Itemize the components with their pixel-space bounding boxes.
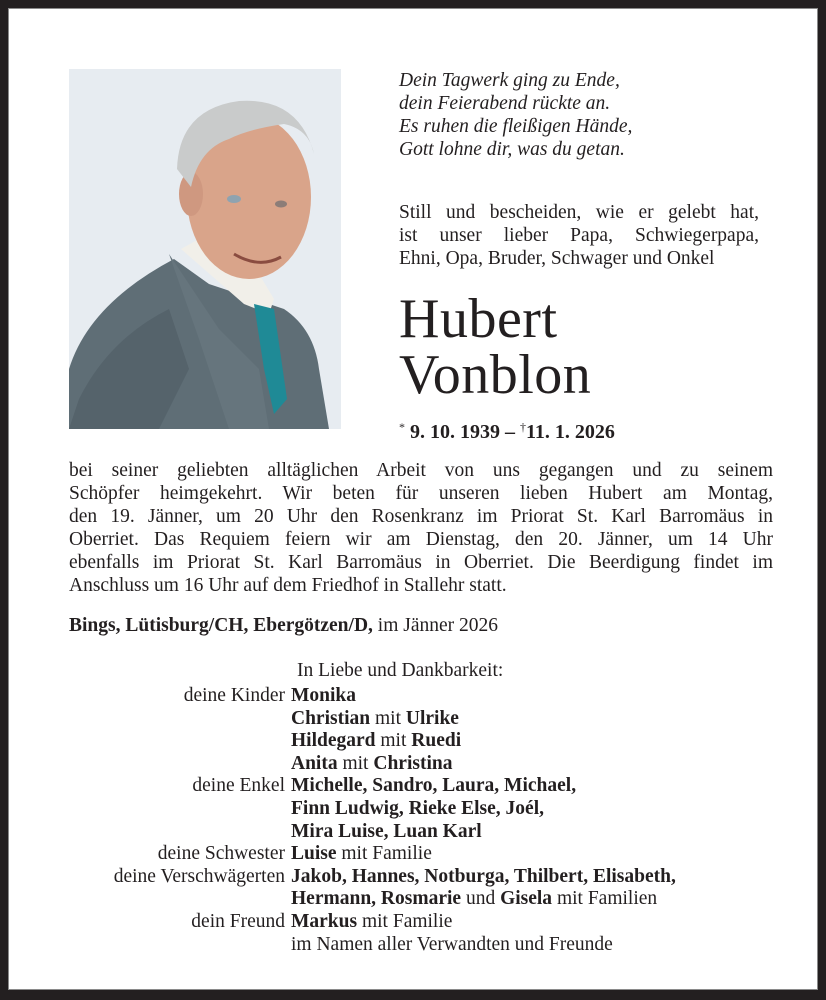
intro-text (399, 201, 759, 270)
poem (399, 69, 779, 161)
mourner-row (69, 685, 789, 708)
relation-label (69, 708, 291, 731)
mourner-name: Ulrike (405, 707, 459, 729)
thanks-heading: In Liebe und Dankbarkeit: (297, 660, 504, 681)
mourner-names (291, 843, 789, 866)
connector-text: mit Familie (336, 843, 432, 865)
body-line: den 19. Jänner, um 20 Uhr den Rosenkranz im Priorat St. Karl Barromäus in (69, 506, 773, 527)
mourner-row (69, 798, 789, 821)
mourner-name: Ruedi (411, 730, 462, 752)
birth-date: 9. 10. 1939 (410, 421, 500, 443)
body-line: ebenfalls im Priorat St. Karl Barromäus in Oberriet. Die Beerdigung findet im (69, 552, 773, 573)
mourner-names (291, 753, 789, 776)
birth-symbol: * (399, 420, 405, 434)
deceased-name (399, 288, 592, 406)
mourner-row (69, 888, 789, 911)
mourner-names (291, 730, 789, 753)
mourner-row (69, 821, 789, 844)
mourner-row (69, 753, 789, 776)
portrait-image (69, 69, 341, 429)
poem-line: Dein Tagwerk ging zu Ende, (399, 70, 620, 91)
mourner-name: Gisela (500, 888, 553, 910)
locations: Bings, Lütisburg/CH, Ebergötzen/D, (69, 615, 373, 636)
mourner-name: Hildegard (291, 730, 376, 752)
mourner-names (291, 888, 789, 911)
mourner-names (291, 798, 789, 821)
mourner-name: Luise (291, 843, 337, 865)
mourner-name: Christina (373, 752, 453, 774)
body-line: Oberriet. Das Requiem feiern wir am Dienstag, den 20. Jänner, um 14 Uhr (69, 529, 773, 550)
poem-line: dein Feierabend rückte an. (399, 93, 611, 114)
mourner-name: Mira Luise, Luan Karl (291, 820, 482, 842)
relation-label (69, 821, 291, 844)
relation-label (69, 798, 291, 821)
body-line: bei seiner geliebten alltäglichen Arbeit von uns gegangen und zu seinem (69, 460, 773, 481)
mourner-names (291, 708, 789, 731)
mourners-list (69, 685, 789, 956)
portrait-photo (69, 69, 341, 429)
relation-label: deine Schwester (157, 843, 285, 865)
intro-line: Still und bescheiden, wie er gelebt hat, (399, 202, 759, 223)
place-and-date (69, 614, 498, 637)
mourner-name: Markus (291, 910, 358, 932)
connector-text: mit (337, 752, 374, 774)
relation-label: deine Enkel (192, 775, 285, 797)
mourner-name: Monika (291, 685, 357, 706)
body-line: Anschluss um 16 Uhr auf dem Friedhof in Stallehr statt. (69, 575, 507, 596)
connector-text: mit (370, 707, 406, 729)
relation-label: deine Verschwägerten (113, 865, 285, 887)
poem-line: Gott lohne dir, was du getan. (399, 139, 625, 160)
mourner-name: Hermann, Rosmarie (291, 888, 462, 910)
mourner-names (291, 934, 789, 957)
death-symbol: † (520, 420, 526, 434)
mourner-names (291, 821, 789, 844)
date-separator: – (500, 421, 520, 443)
mourner-row (69, 775, 789, 798)
obituary-page (8, 8, 818, 990)
last-name: Vonblon (399, 344, 592, 406)
connector-text: und (461, 888, 501, 910)
left-eye (227, 195, 241, 203)
connector-text: mit Familie (357, 910, 453, 932)
mourner-names (291, 911, 789, 934)
mourner-name: Anita (291, 752, 338, 774)
relation-label: deine Kinder (183, 685, 285, 706)
body-line: Schöpfer heimgekehrt. Wir beten für unseren lieben Hubert am Montag, (69, 483, 773, 504)
relation-label (69, 934, 291, 957)
poem-line: Es ruhen die fleißigen Hände, (399, 116, 633, 137)
relation-label (69, 730, 291, 753)
mourner-row (69, 866, 789, 889)
mourner-name: Finn Ludwig, Rieke Else, Joél, (291, 797, 544, 819)
right-eye (275, 201, 287, 208)
life-dates (399, 415, 615, 444)
obituary-body (69, 459, 773, 597)
mourner-row (69, 843, 789, 866)
mourner-names (291, 685, 789, 708)
connector-text: im Namen aller Verwandten und Freunde (291, 933, 613, 955)
month-year: im Jänner 2026 (372, 615, 499, 636)
intro-line: Ehni, Opa, Bruder, Schwager und Onkel (399, 248, 715, 269)
connector-text: mit (375, 730, 412, 752)
mourner-row (69, 934, 789, 957)
mourner-names (291, 775, 789, 798)
death-date: 11. 1. 2026 (526, 421, 615, 443)
connector-text: mit Familien (552, 888, 658, 910)
mourner-row (69, 911, 789, 934)
mourner-name: Jakob, Hannes, Notburga, Thilbert, Elisabeth, (291, 865, 676, 887)
mourner-name: Christian (291, 707, 371, 729)
first-name: Hubert (399, 288, 558, 350)
mourner-row (69, 708, 789, 731)
mourner-row (69, 730, 789, 753)
mourner-name: Michelle, Sandro, Laura, Michael, (291, 775, 577, 797)
mourner-names (291, 866, 789, 889)
intro-line: ist unser lieber Papa, Schwiegerpapa, (399, 225, 759, 246)
relation-label (69, 888, 291, 911)
relation-label (69, 753, 291, 776)
relation-label: dein Freund (191, 910, 285, 932)
